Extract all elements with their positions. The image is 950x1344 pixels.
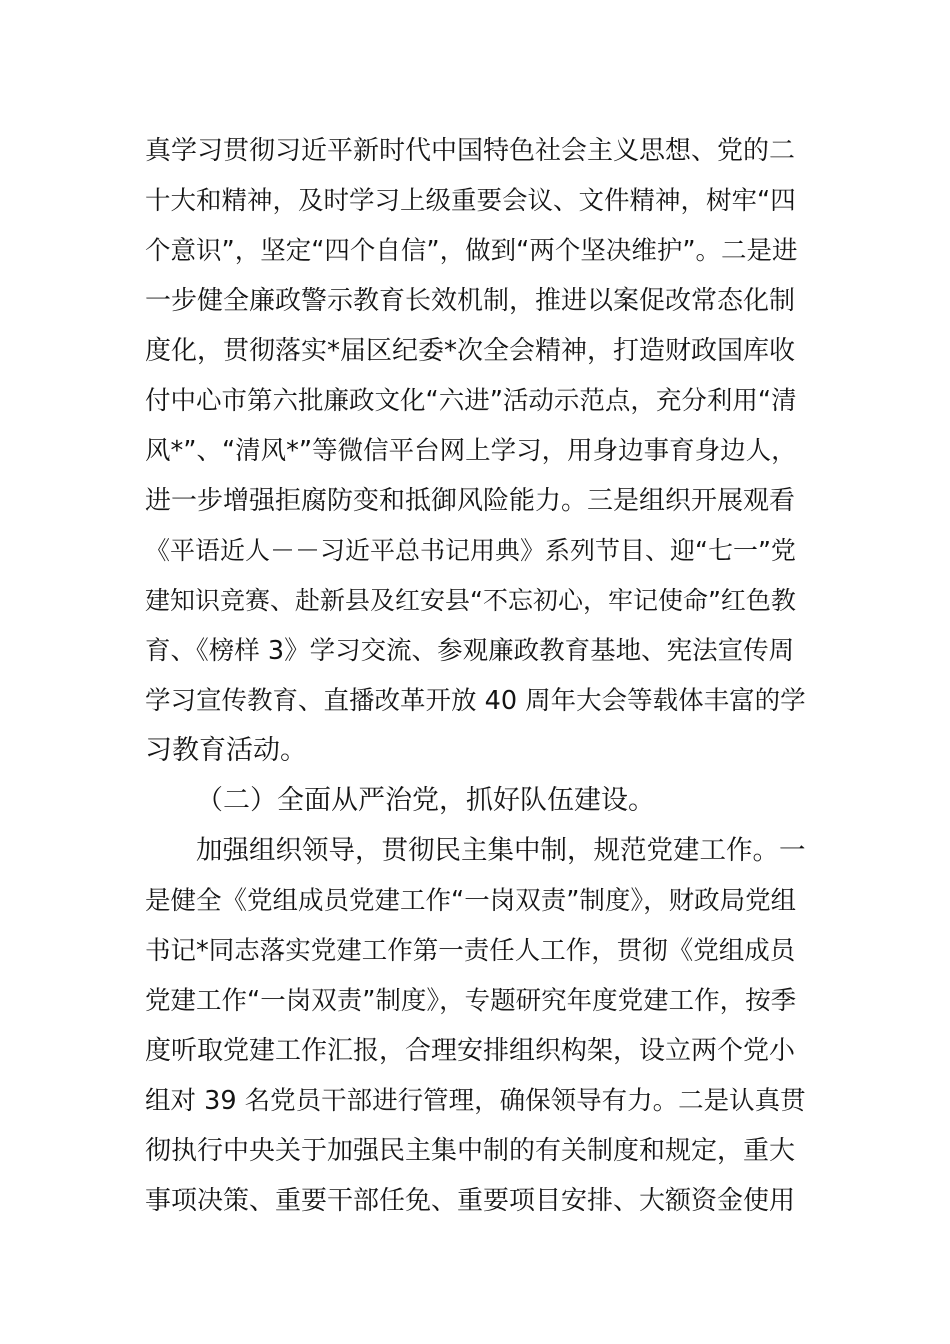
text-line: 进一步增强拒腐防变和抵御风险能力。三是组织开展观看 (145, 486, 796, 516)
text-line: 习教育活动。 (145, 735, 307, 766)
text-line: 十大和精神，及时学习上级重要会议、文件精神，树牢“四 (145, 186, 796, 216)
text-line: 一步健全廉政警示教育长效机制，推进以案促改常态化制 (145, 286, 796, 316)
text-line: 是健全《党组成员党建工作“一岗双责”制度》，财政局党组 (145, 886, 797, 916)
text-line: 建知识竞赛、赴新县及红安县“不忘初心，牢记使命”红色教 (145, 586, 796, 615)
text-line: 真学习贯彻习近平新时代中国特色社会主义思想、党的二 (145, 136, 796, 166)
text-line: 《平语近人－－习近平总书记用典》系列节目、迎“七一”党 (145, 536, 796, 565)
text-line: 风*”、“清风*”等微信平台网上学习，用身边事育身边人， (145, 436, 797, 466)
text-line: 学习宣传教育、直播改革开放 40 周年大会等载体丰富的学 (145, 686, 806, 716)
text-line: 育、《榜样 3》学习交流、参观廉政教育基地、宪法宣传周 (145, 636, 795, 666)
text-line: 付中心市第六批廉政文化“六进”活动示范点，充分利用“清 (145, 386, 797, 416)
text-line: 党建工作“一岗双责”制度》，专题研究年度党建工作，按季 (145, 986, 797, 1016)
text-line: 书记*同志落实党建工作第一责任人工作，贯彻《党组成员 (145, 936, 796, 966)
text-line: 度听取党建工作汇报，合理安排组织构架，设立两个党小 (145, 1036, 796, 1066)
text-line: 个意识”，坚定“四个自信”，做到“两个坚决维护”。二是进 (145, 236, 798, 266)
section-heading: （二）全面从严治党，抓好队伍建设。 (196, 785, 655, 816)
text-line: 事项决策、重要干部任免、重要项目安排、大额资金使用 (145, 1186, 796, 1216)
text-line: 度化，贯彻落实*届区纪委*次全会精神，打造财政国库收 (145, 336, 796, 366)
text-line: 彻执行中央关于加强民主集中制的有关制度和规定，重大 (145, 1136, 796, 1166)
text-line: 组对 39 名党员干部进行管理，确保领导有力。二是认真贯 (145, 1086, 806, 1116)
paragraph-first-line: 加强组织领导，贯彻民主集中制，规范党建工作。一 (196, 835, 806, 866)
